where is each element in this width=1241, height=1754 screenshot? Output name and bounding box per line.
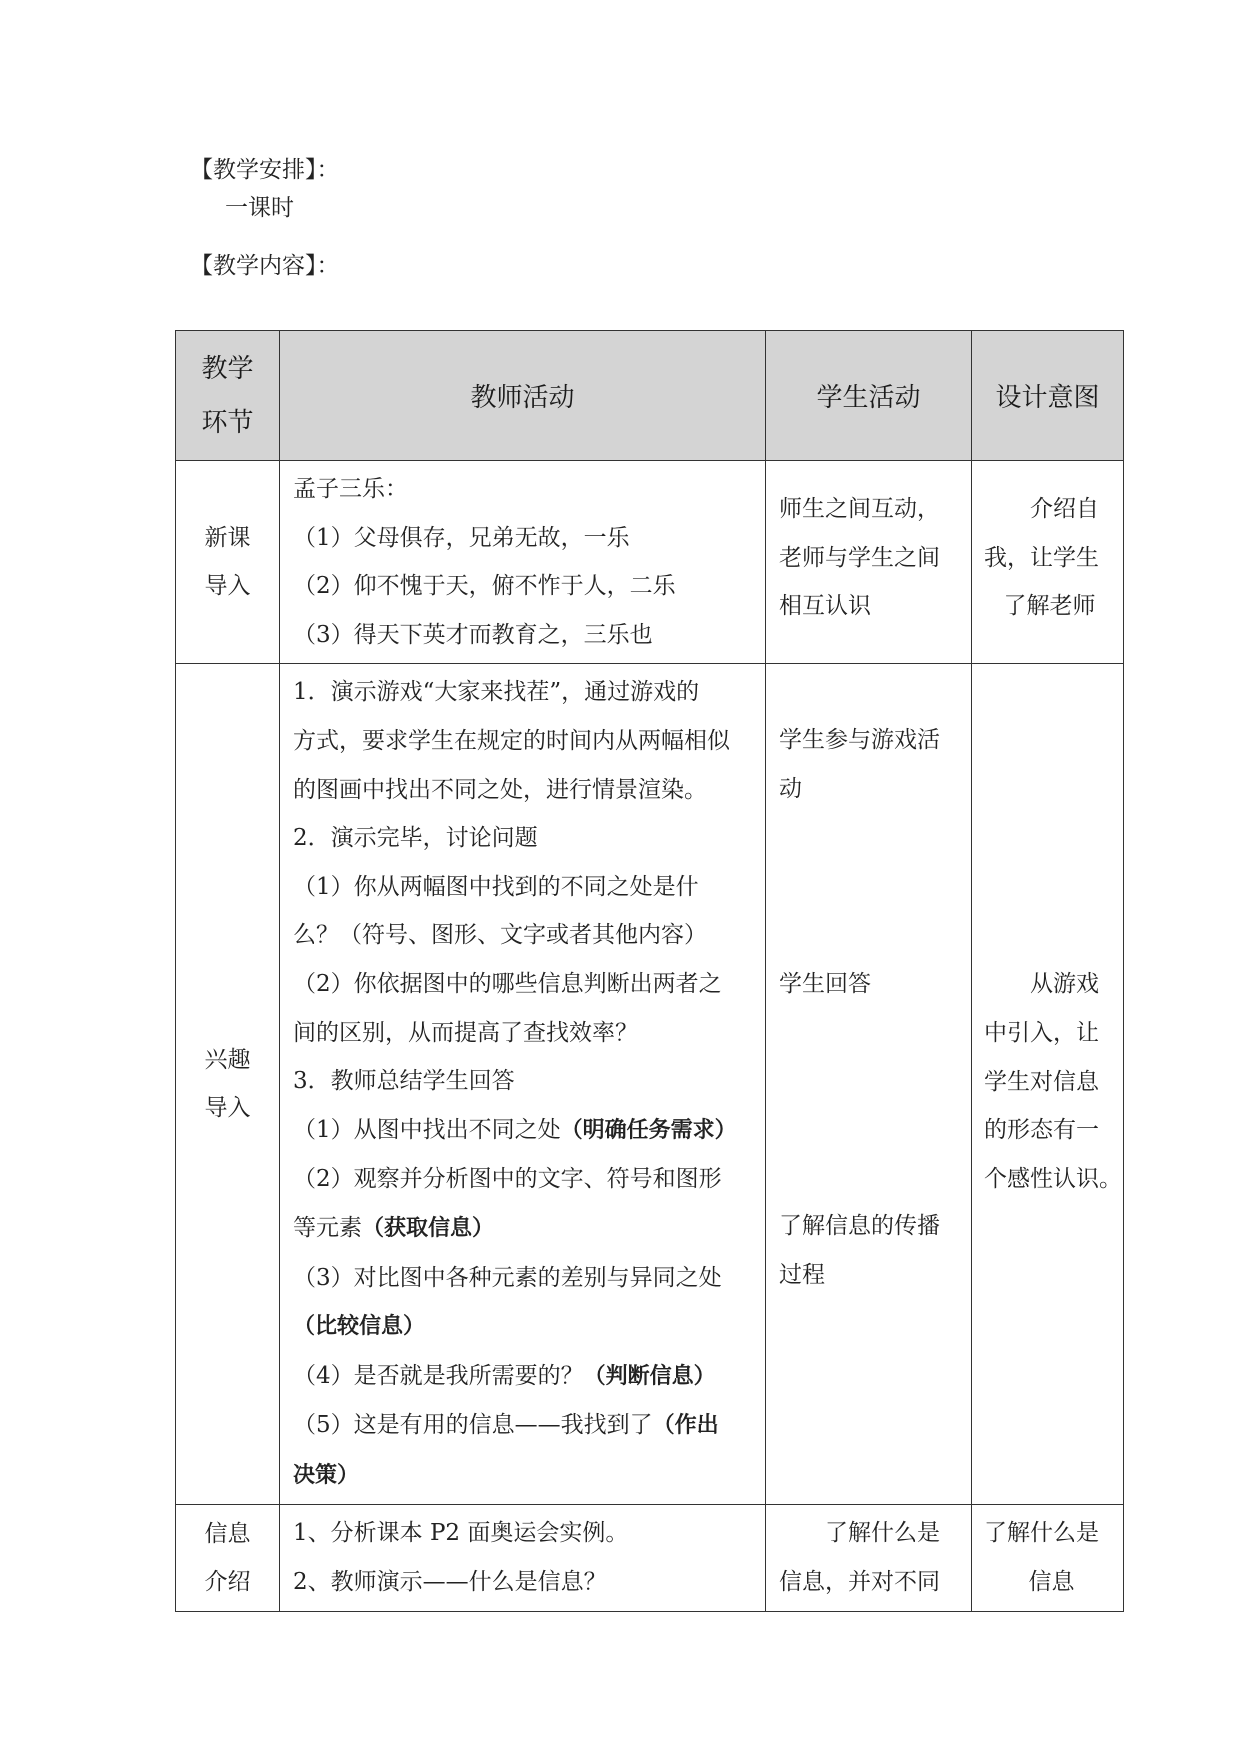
student-activity-cell: [766, 1505, 972, 1611]
bold-keyword: 比较信息: [315, 1314, 404, 1340]
bold-keyword: 决策: [293, 1462, 338, 1488]
teacher-line: （2）仰不愧于天，俯不怍于人，二乐: [293, 573, 676, 600]
intent-line: 的形态有一: [984, 1117, 1099, 1144]
table-row: [176, 1505, 1124, 1611]
teacher-activity-cell: [280, 461, 766, 664]
teacher-line: 2、教师演示——什么是信息？: [293, 1569, 607, 1596]
stage-cell: [176, 461, 280, 664]
student-line: 了解信息的传播: [779, 1213, 940, 1240]
teacher-text: （4）是否就是我所需要的？: [293, 1362, 584, 1389]
header-stage-line2: 环节: [201, 407, 254, 438]
student-line: 了解什么是: [825, 1520, 940, 1547]
student-activity-cell: [766, 664, 972, 1505]
teacher-line: （3）对比图中各种元素的差别与异同之处: [293, 1264, 722, 1291]
header-stage: [176, 331, 280, 461]
teacher-line: （5）这是有用的信息——我找到了（作出: [293, 1412, 719, 1439]
intent-cell: [972, 461, 1124, 664]
arrangement-heading: 【教学安排】：: [190, 157, 340, 183]
intent-line: 介绍自: [1030, 496, 1099, 522]
student-activity-cell: [766, 461, 972, 664]
stage-label: 兴趣导入: [204, 1047, 251, 1122]
header-student: 学生活动: [766, 331, 972, 461]
student-line: 师生之间互动，: [779, 496, 940, 522]
teacher-line: 1．演示游戏“大家来找茬”，通过游戏的: [293, 679, 700, 706]
student-line: 学生参与游戏活: [779, 727, 940, 754]
teacher-line: 3．教师总结学生回答: [293, 1068, 515, 1095]
teacher-line: 等元素（获取信息）: [293, 1214, 495, 1241]
teacher-line: 1、分析课本 P2 面奥运会实例。: [293, 1520, 629, 1547]
teacher-line: （1）你从两幅图中找到的不同之处是什: [293, 873, 699, 900]
teacher-line: （1）从图中找出不同之处（明确任务需求）: [293, 1116, 737, 1143]
student-line: 学生回答: [779, 970, 871, 997]
table-header-row: [176, 331, 1124, 461]
header-intent: 设计意图: [972, 331, 1124, 461]
teacher-text: （1）从图中找出不同之处: [293, 1116, 561, 1143]
stage-cell: [176, 664, 280, 1505]
lesson-plan-table: [175, 330, 1124, 1612]
teacher-text: （5）这是有用的信息——我找到了: [293, 1412, 653, 1439]
teacher-line: （4）是否就是我所需要的？（判断信息）: [293, 1362, 716, 1389]
header-stage-line1: 教学: [201, 353, 254, 384]
content-heading: 【教学内容】：: [190, 253, 340, 279]
teacher-line: 决策）: [293, 1462, 360, 1488]
student-line: 信息，并对不同: [779, 1569, 940, 1596]
intent-line: 个感性认识。: [984, 1165, 1122, 1192]
intent-cell: [972, 664, 1124, 1505]
student-line: 过程: [779, 1261, 825, 1288]
teacher-activity-cell: [280, 1505, 766, 1611]
teacher-line: 么？（符号、图形、文字或者其他内容）: [293, 922, 707, 949]
teacher-line: （比较信息）: [293, 1314, 426, 1340]
stage-cell: [176, 1505, 280, 1611]
teacher-activity-cell: [280, 664, 766, 1505]
intent-line: 信息: [1028, 1569, 1075, 1596]
table-row: [176, 461, 1124, 664]
arrangement-value: 一课时: [225, 195, 294, 221]
bold-keyword: 判断信息: [605, 1363, 694, 1389]
bold-keyword: 明确任务需求: [582, 1117, 715, 1143]
bold-keyword: 作出: [674, 1413, 719, 1439]
bold-keyword: 获取信息: [384, 1215, 473, 1241]
teacher-line: 方式，要求学生在规定的时间内从两幅相似: [293, 727, 730, 754]
teacher-line: （3）得天下英才而教育之，三乐也: [293, 621, 653, 648]
intent-line: 了解什么是: [984, 1520, 1099, 1547]
teacher-line: （1）父母俱存，兄弟无故，一乐: [293, 524, 630, 551]
intent-line: 中引入，让: [984, 1019, 1099, 1046]
table-row: [176, 664, 1124, 1505]
student-line: 老师与学生之间: [779, 544, 940, 571]
teacher-line: （2）你依据图中的哪些信息判断出两者之: [293, 970, 722, 997]
teacher-line: 孟子三乐：: [293, 476, 408, 502]
intent-line: 了解老师: [1003, 593, 1096, 620]
teacher-line: 2．演示完毕，讨论问题: [293, 825, 538, 852]
header-teacher: 教师活动: [280, 331, 766, 461]
intent-line: 从游戏: [1030, 971, 1099, 998]
teacher-line: 的图画中找出不同之处，进行情景渲染。: [293, 776, 707, 803]
teacher-line: 间的区别，从而提高了查找效率？: [293, 1019, 638, 1046]
intent-line: 学生对信息: [984, 1068, 1099, 1095]
stage-label: 新课导入: [204, 525, 251, 600]
teacher-text: 等元素: [293, 1214, 362, 1241]
student-line: 动: [779, 775, 802, 802]
stage-label: 信息介绍: [204, 1521, 251, 1596]
teacher-line: （2）观察并分析图中的文字、符号和图形: [293, 1166, 722, 1193]
intent-line: 我，让学生: [984, 544, 1099, 571]
intent-cell: [972, 1505, 1124, 1611]
student-line: 相互认识: [779, 593, 871, 620]
